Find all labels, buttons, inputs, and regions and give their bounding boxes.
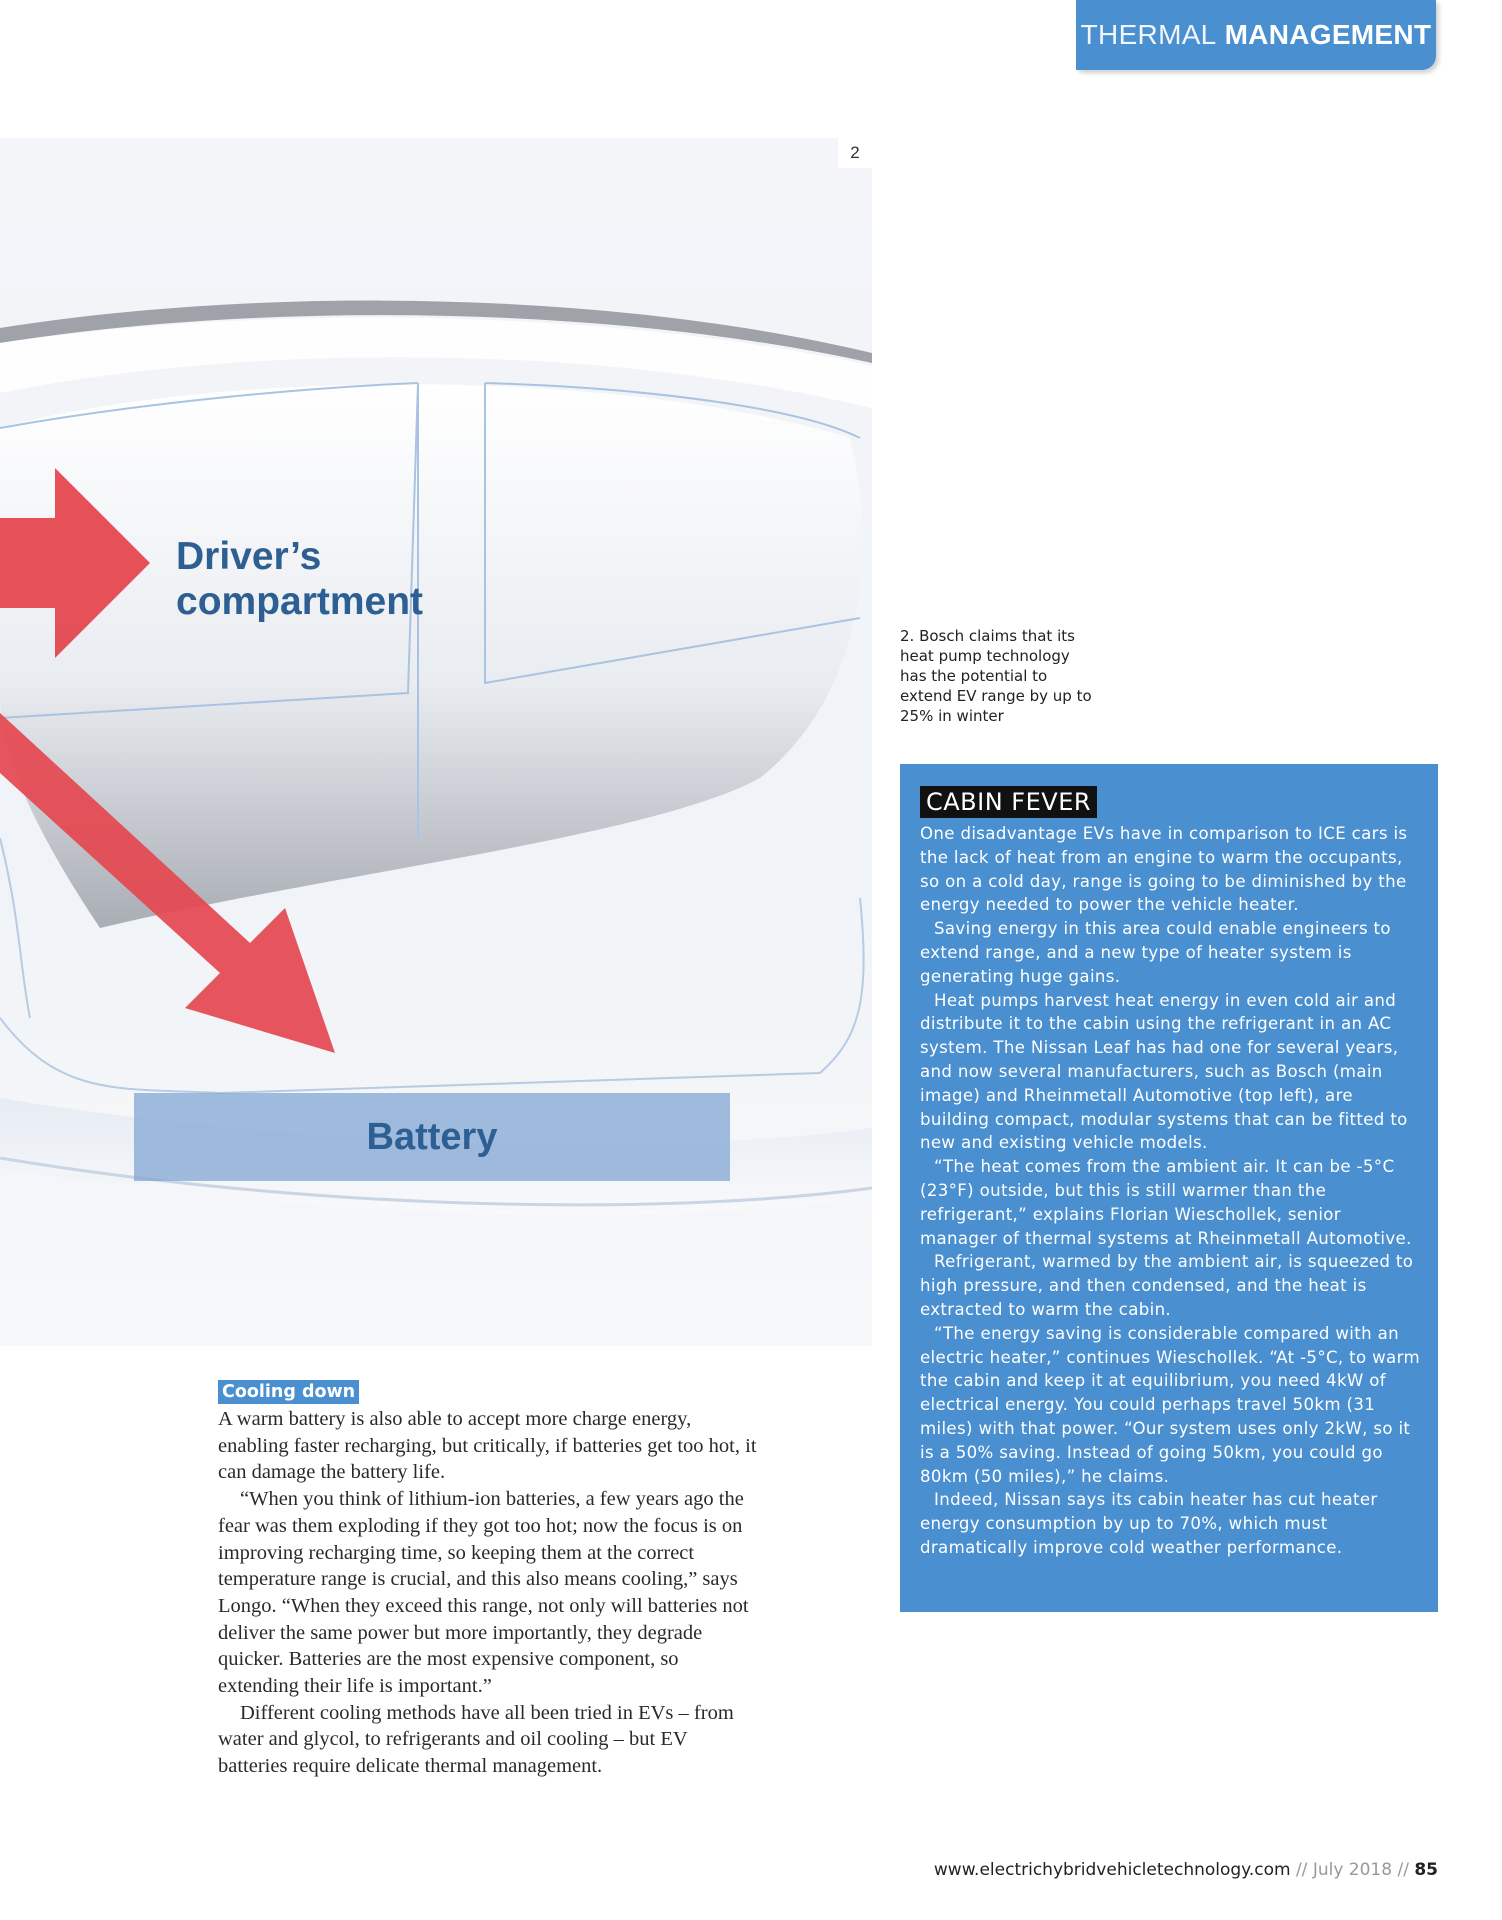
footer-url: www.electrichybridvehicletechnology.com <box>933 1860 1291 1880</box>
article-paragraph: “When you think of lithium-ion batteries, a few years ago the fear was them exploding if they got too hot; now the focus is on improving recharging time, so keeping them at the correct temperature range is crucial, and this also means cooling,” says Longo. “When they exceed this range, not only will batteries not deliver the same power but more importantly, they degrade quicker. Batteries are the most expensive component, so extending their life is important.” <box>218 1488 749 1698</box>
footer-separator: // <box>1290 1860 1313 1880</box>
section-title-bold: MANAGEMENT <box>1224 19 1432 50</box>
sidebar-title: CABIN FEVER <box>920 786 1097 818</box>
sidebar-paragraph: Heat pumps harvest heat energy in even cold air and distribute it to the cabin using the refrigerant in an AC system. The Nissan Leaf has had one for several years, and now several manufacturers, such as Bosch (main image) and Rheinmetall Automotive (top left), are building compact, modular systems that can be fitted to new and existing vehicle models. <box>920 990 1408 1153</box>
sidebar-paragraph: One disadvantage EVs have in comparison to ICE cars is the lack of heat from an engine to warm the occupants, so on a cold day, range is going to be diminished by the energy needed to power the vehicle heater. <box>920 824 1408 915</box>
heat-pump-illustration <box>0 138 872 1346</box>
figure-caption: 2. Bosch claims that its heat pump technology has the potential to extend EV range by up to 25% in winter <box>900 627 1092 725</box>
drivers-compartment-label-line1: Driver’s <box>176 535 322 578</box>
sidebar-paragraph: Indeed, Nissan says its cabin heater has cut heater energy consumption by up to 70%, which must dramatically improve cold weather performance. <box>920 1490 1378 1557</box>
article-subheading: Cooling down <box>218 1380 359 1404</box>
battery-label: Battery <box>134 1093 730 1181</box>
cabin-fever-sidebar <box>900 764 1438 1612</box>
article-body <box>218 1378 758 1780</box>
sidebar-paragraph: Saving energy in this area could enable engineers to extend range, and a new type of heater system is generating huge gains. <box>920 919 1391 986</box>
article-paragraph: Different cooling methods have all been tried in EVs – from water and glycol, to refrigerants and oil cooling – but EV batteries require delicate thermal management. <box>218 1701 734 1778</box>
sidebar-paragraph: Refrigerant, warmed by the ambient air, is squeezed to high pressure, and then condensed, and the heat is extracted to warm the cabin. <box>920 1252 1414 1319</box>
sidebar-paragraph: “The energy saving is considerable compared with an electric heater,” continues Wieschollek. “At -5°C, to warm the cabin and keep it at equilibrium, you need 4kW of electrical energy. You could perhaps travel 50km (31 miles) with that power. “Our system uses only 2kW, so it is a 50% saving. Instead of going 50km, you could go 80km (50 miles),” he claims. <box>920 1323 1420 1486</box>
drivers-compartment-label-line2: compartment <box>176 580 424 623</box>
section-header-tab <box>1076 0 1436 70</box>
page-number: 85 <box>1414 1860 1438 1880</box>
footer-date: July 2018 <box>1312 1860 1393 1880</box>
footer-separator-2: // <box>1392 1860 1415 1880</box>
page-footer <box>934 1860 1438 1880</box>
section-title-light: THERMAL <box>1080 19 1217 50</box>
sidebar-paragraph: “The heat comes from the ambient air. It can be -5°C (23°F) outside, but this is still warmer than the refrigerant,” explains Florian Wieschollek, senior manager of thermal systems at Rheinmetall Automotive. <box>920 1157 1412 1248</box>
figure-number: 2 <box>838 138 872 168</box>
drivers-compartment-label <box>176 534 496 624</box>
article-paragraph: A warm battery is also able to accept more charge energy, enabling faster recharging, but critically, if batteries get too hot, it can damage the battery life. <box>218 1408 757 1484</box>
